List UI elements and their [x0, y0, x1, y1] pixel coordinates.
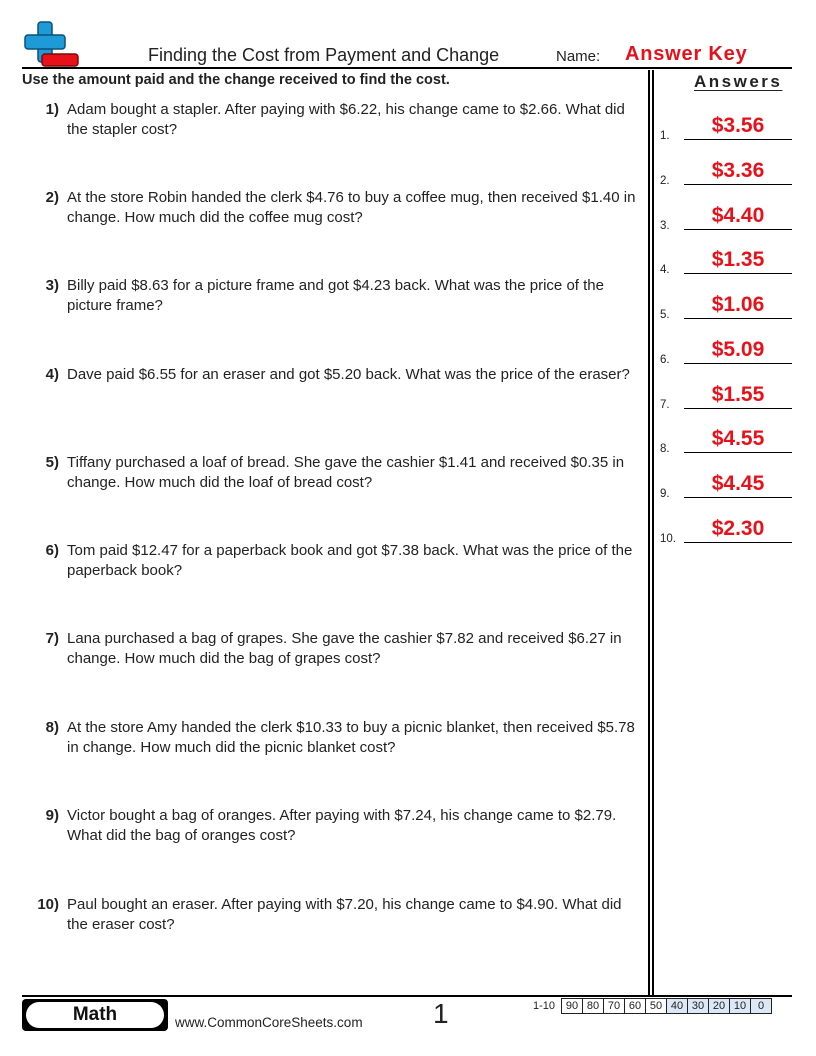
score-cell: 30 [688, 999, 709, 1014]
answer-row [660, 381, 792, 411]
answer-row [660, 470, 792, 500]
answer-value: $2.30 [711, 517, 765, 540]
answer-line [684, 229, 792, 230]
answer-number: 6. [660, 354, 670, 366]
question-number: 5) [45, 454, 59, 471]
instructions: Use the amount paid and the change received to find the cost. [22, 72, 450, 88]
answer-number: 4. [660, 264, 670, 276]
answer-number: 3. [660, 220, 670, 232]
header-rule [22, 67, 792, 69]
question-item [22, 100, 646, 140]
answer-line [684, 452, 792, 453]
question-item [22, 365, 646, 385]
name-label: Name: [556, 48, 601, 65]
answer-value: $4.55 [711, 427, 765, 450]
question-text: Tom paid $12.47 for a paperback book and got $7.38 back. What was the price of the paperback book? [67, 542, 633, 579]
question-item [22, 629, 646, 669]
answer-number: 1. [660, 130, 670, 142]
score-cell: 80 [583, 999, 604, 1014]
answer-number: 9. [660, 488, 670, 500]
answer-row [660, 202, 792, 232]
score-cell: 50 [646, 999, 667, 1014]
answer-value: $3.56 [711, 114, 765, 137]
question-item [22, 188, 646, 228]
question-text: Victor bought a bag of oranges. After paying with $7.24, his change came to $2.79. What did the bag of oranges cost? [67, 807, 617, 844]
question-text: Adam bought a stapler. After paying with $6.22, his change came to $2.66. What did the stapler cost? [67, 101, 625, 138]
answer-row [660, 291, 792, 321]
answer-value: $1.55 [711, 383, 765, 406]
answer-number: 7. [660, 399, 670, 411]
answer-line [684, 363, 792, 364]
score-cell: 20 [709, 999, 730, 1014]
answer-value: $4.40 [711, 204, 765, 227]
answer-number: 5. [660, 309, 670, 321]
answer-value: $3.36 [711, 159, 765, 182]
question-text: Tiffany purchased a loaf of bread. She gave the cashier $1.41 and received $0.35 in change. How much did the loaf of bread cost? [67, 454, 625, 491]
question-number: 3) [45, 277, 59, 294]
answer-key-label: Answer Key [625, 43, 748, 65]
score-cell: 0 [751, 999, 772, 1014]
math-badge [22, 999, 168, 1031]
answer-row [660, 246, 792, 276]
answer-line [684, 408, 792, 409]
answers-heading: Answers [694, 72, 783, 91]
question-text: Lana purchased a bag of grapes. She gave the cashier $7.82 and received $6.27 in change. How much did the bag of grapes cost? [67, 630, 622, 667]
question-text: Billy paid $8.63 for a picture frame and got $4.23 back. What was the price of the picture frame? [67, 277, 604, 314]
answer-line [684, 273, 792, 274]
score-cell: 10 [730, 999, 751, 1014]
answer-value: $4.45 [711, 472, 765, 495]
answer-row [660, 425, 792, 455]
score-table [530, 998, 772, 1014]
score-cell: 90 [562, 999, 583, 1014]
answer-number: 10. [660, 533, 676, 545]
column-divider [648, 70, 654, 996]
answer-value: $1.06 [711, 293, 765, 316]
math-badge-label: Math [26, 1002, 164, 1028]
footer-rule [22, 995, 792, 997]
worksheet-title: Finding the Cost from Payment and Change [148, 45, 500, 65]
question-text: Paul bought an eraser. After paying with $7.20, his change came to $4.90. What did the eraser cost? [67, 896, 622, 933]
answer-line [684, 542, 792, 543]
answer-line [684, 184, 792, 185]
plus-minus-logo-icon [22, 20, 80, 68]
answer-line [684, 139, 792, 140]
question-text: At the store Robin handed the clerk $4.76 to buy a coffee mug, then received $1.40 in change. How much did the coffee mug cost? [67, 189, 636, 226]
question-item [22, 541, 646, 581]
question-number: 9) [45, 807, 59, 824]
question-item [22, 718, 646, 758]
score-cell: 70 [604, 999, 625, 1014]
question-text: At the store Amy handed the clerk $10.33 to buy a picnic blanket, then received $5.78 in change. How much did the picnic blanket cost? [67, 719, 635, 756]
page-number: 1 [433, 998, 449, 1029]
question-number: 1) [45, 101, 59, 118]
question-text: Dave paid $6.55 for an eraser and got $5.20 back. What was the price of the eraser? [67, 366, 630, 383]
question-item [22, 276, 646, 316]
answer-number: 2. [660, 175, 670, 187]
question-number: 7) [45, 630, 59, 647]
answer-row [660, 336, 792, 366]
answer-row [660, 157, 792, 187]
question-number: 2) [45, 189, 59, 206]
question-item [22, 895, 646, 935]
question-item [22, 453, 646, 493]
answer-line [684, 497, 792, 498]
answer-value: $1.35 [711, 248, 765, 271]
answer-row [660, 112, 792, 142]
website-link[interactable]: www.CommonCoreSheets.com [175, 1015, 363, 1030]
question-number: 6) [45, 542, 59, 559]
question-number: 8) [45, 719, 59, 736]
answer-row [660, 515, 792, 545]
answer-value: $5.09 [711, 338, 765, 361]
score-cell: 60 [625, 999, 646, 1014]
question-item [22, 806, 646, 846]
question-number: 10) [37, 896, 59, 913]
score-cell: 40 [667, 999, 688, 1014]
answer-line [684, 318, 792, 319]
question-number: 4) [45, 366, 59, 383]
answer-number: 8. [660, 443, 670, 455]
score-range: 1-10 [533, 1000, 556, 1012]
